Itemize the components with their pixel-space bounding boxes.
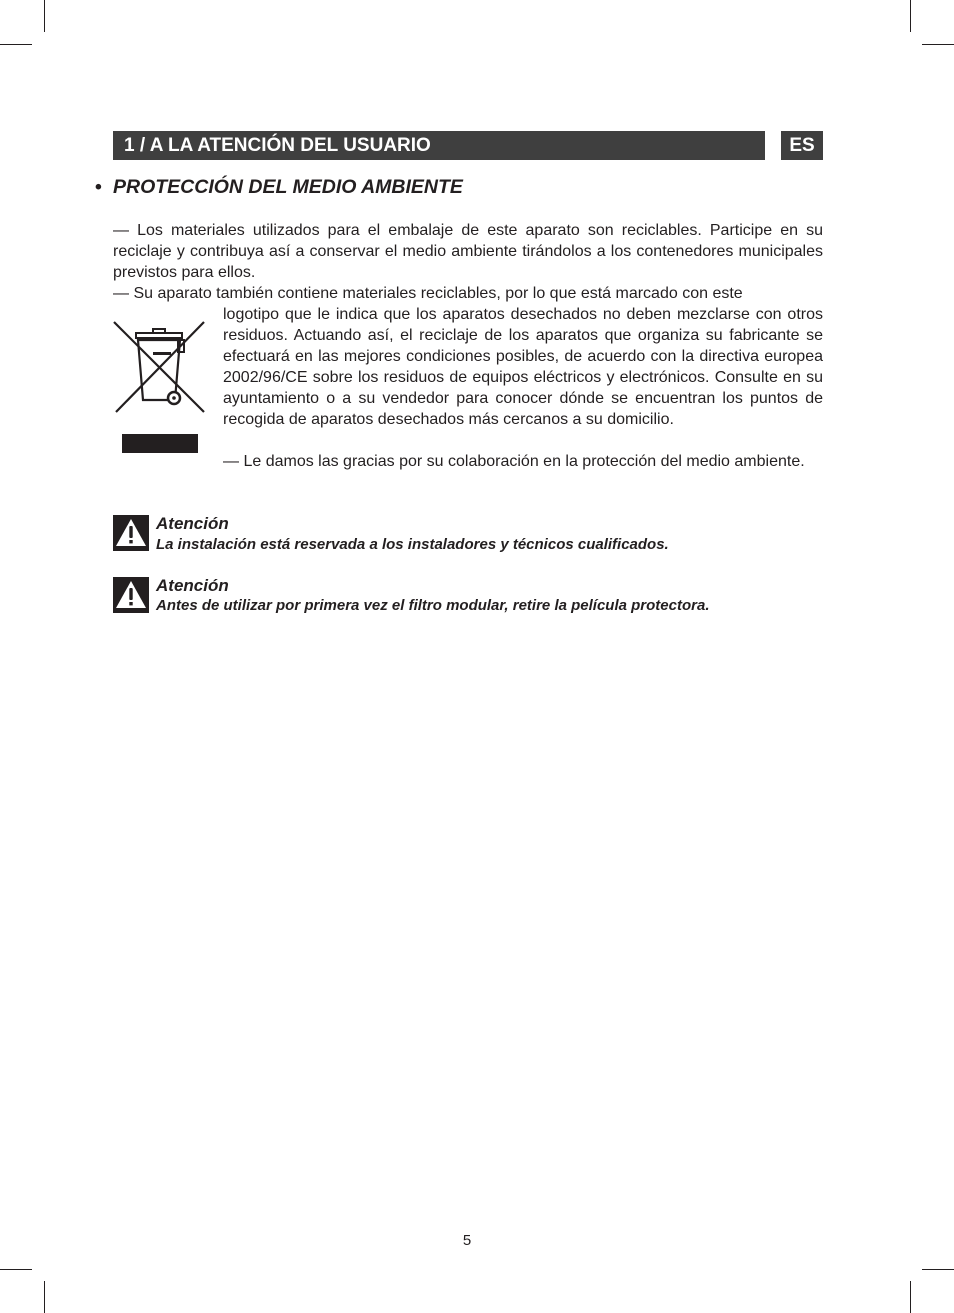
packaging-recycling-paragraph: — Los materiales utilizados para el embalaje de este aparato son reciclables. Participe en su reciclaje y contribuya así a conservar el medio ambiente tirándolos a los contenedores municipales previstos para ellos.: [113, 222, 823, 281]
crop-mark-top-left-horizontal: [0, 44, 32, 45]
page-number: 5: [462, 1232, 472, 1249]
environment-heading: [95, 173, 835, 201]
crop-mark-bottom-right-vertical: [910, 1281, 911, 1313]
language-badge: [781, 131, 823, 160]
crossed-out-wheelie-bin-icon: [112, 318, 208, 456]
warning-triangle-icon: [113, 577, 149, 613]
warning-triangle-icon: [113, 515, 149, 551]
warning-title: Atención: [156, 576, 229, 595]
crop-mark-top-left-vertical: [44, 0, 45, 32]
crop-mark-top-right-horizontal: [922, 44, 954, 45]
crop-mark-bottom-left-vertical: [44, 1281, 45, 1313]
crop-mark-bottom-left-horizontal: [0, 1269, 32, 1270]
crop-mark-top-right-vertical: [910, 0, 911, 32]
warning-text: Antes de utilizar por primera vez el filtro modular, retire la película protectora.: [156, 597, 710, 614]
warning-text: La instalación está reservada a los instaladores y técnicos cualificados.: [156, 536, 669, 553]
section-title: 1 / A LA ATENCIÓN DEL USUARIO: [124, 135, 431, 156]
crop-mark-bottom-right-horizontal: [922, 1269, 954, 1270]
appliance-recycling-paragraph: logotipo que le indica que los aparatos desechados no deben mezclarse con otros residuos. Actuando así, el reciclaje de los aparatos que organiza su fabricante se efectuará en las mejores condiciones posibles, de acuerdo con la directiva europea 2002/96/CE sobre los residuos de equipos eléctricos y electrónicos. Consulte en su ayuntamiento o a su vendedor para conocer dónde se encuentran los puntos de recogida de aparatos desechados más cercanos a su domicilio.: [223, 306, 823, 428]
language-code: ES: [789, 135, 815, 156]
warning-title: Atención: [156, 514, 229, 533]
section-title-bar: [113, 131, 765, 160]
heading-bullet: •: [95, 176, 102, 198]
thanks-paragraph: — Le damos las gracias por su colaboración en la protección del medio ambiente.: [223, 453, 805, 470]
heading-text: PROTECCIÓN DEL MEDIO AMBIENTE: [113, 176, 463, 198]
appliance-recycling-paragraph-first-line: — Su aparato también contiene materiales reciclables, por lo que está marcado con este: [113, 285, 743, 302]
